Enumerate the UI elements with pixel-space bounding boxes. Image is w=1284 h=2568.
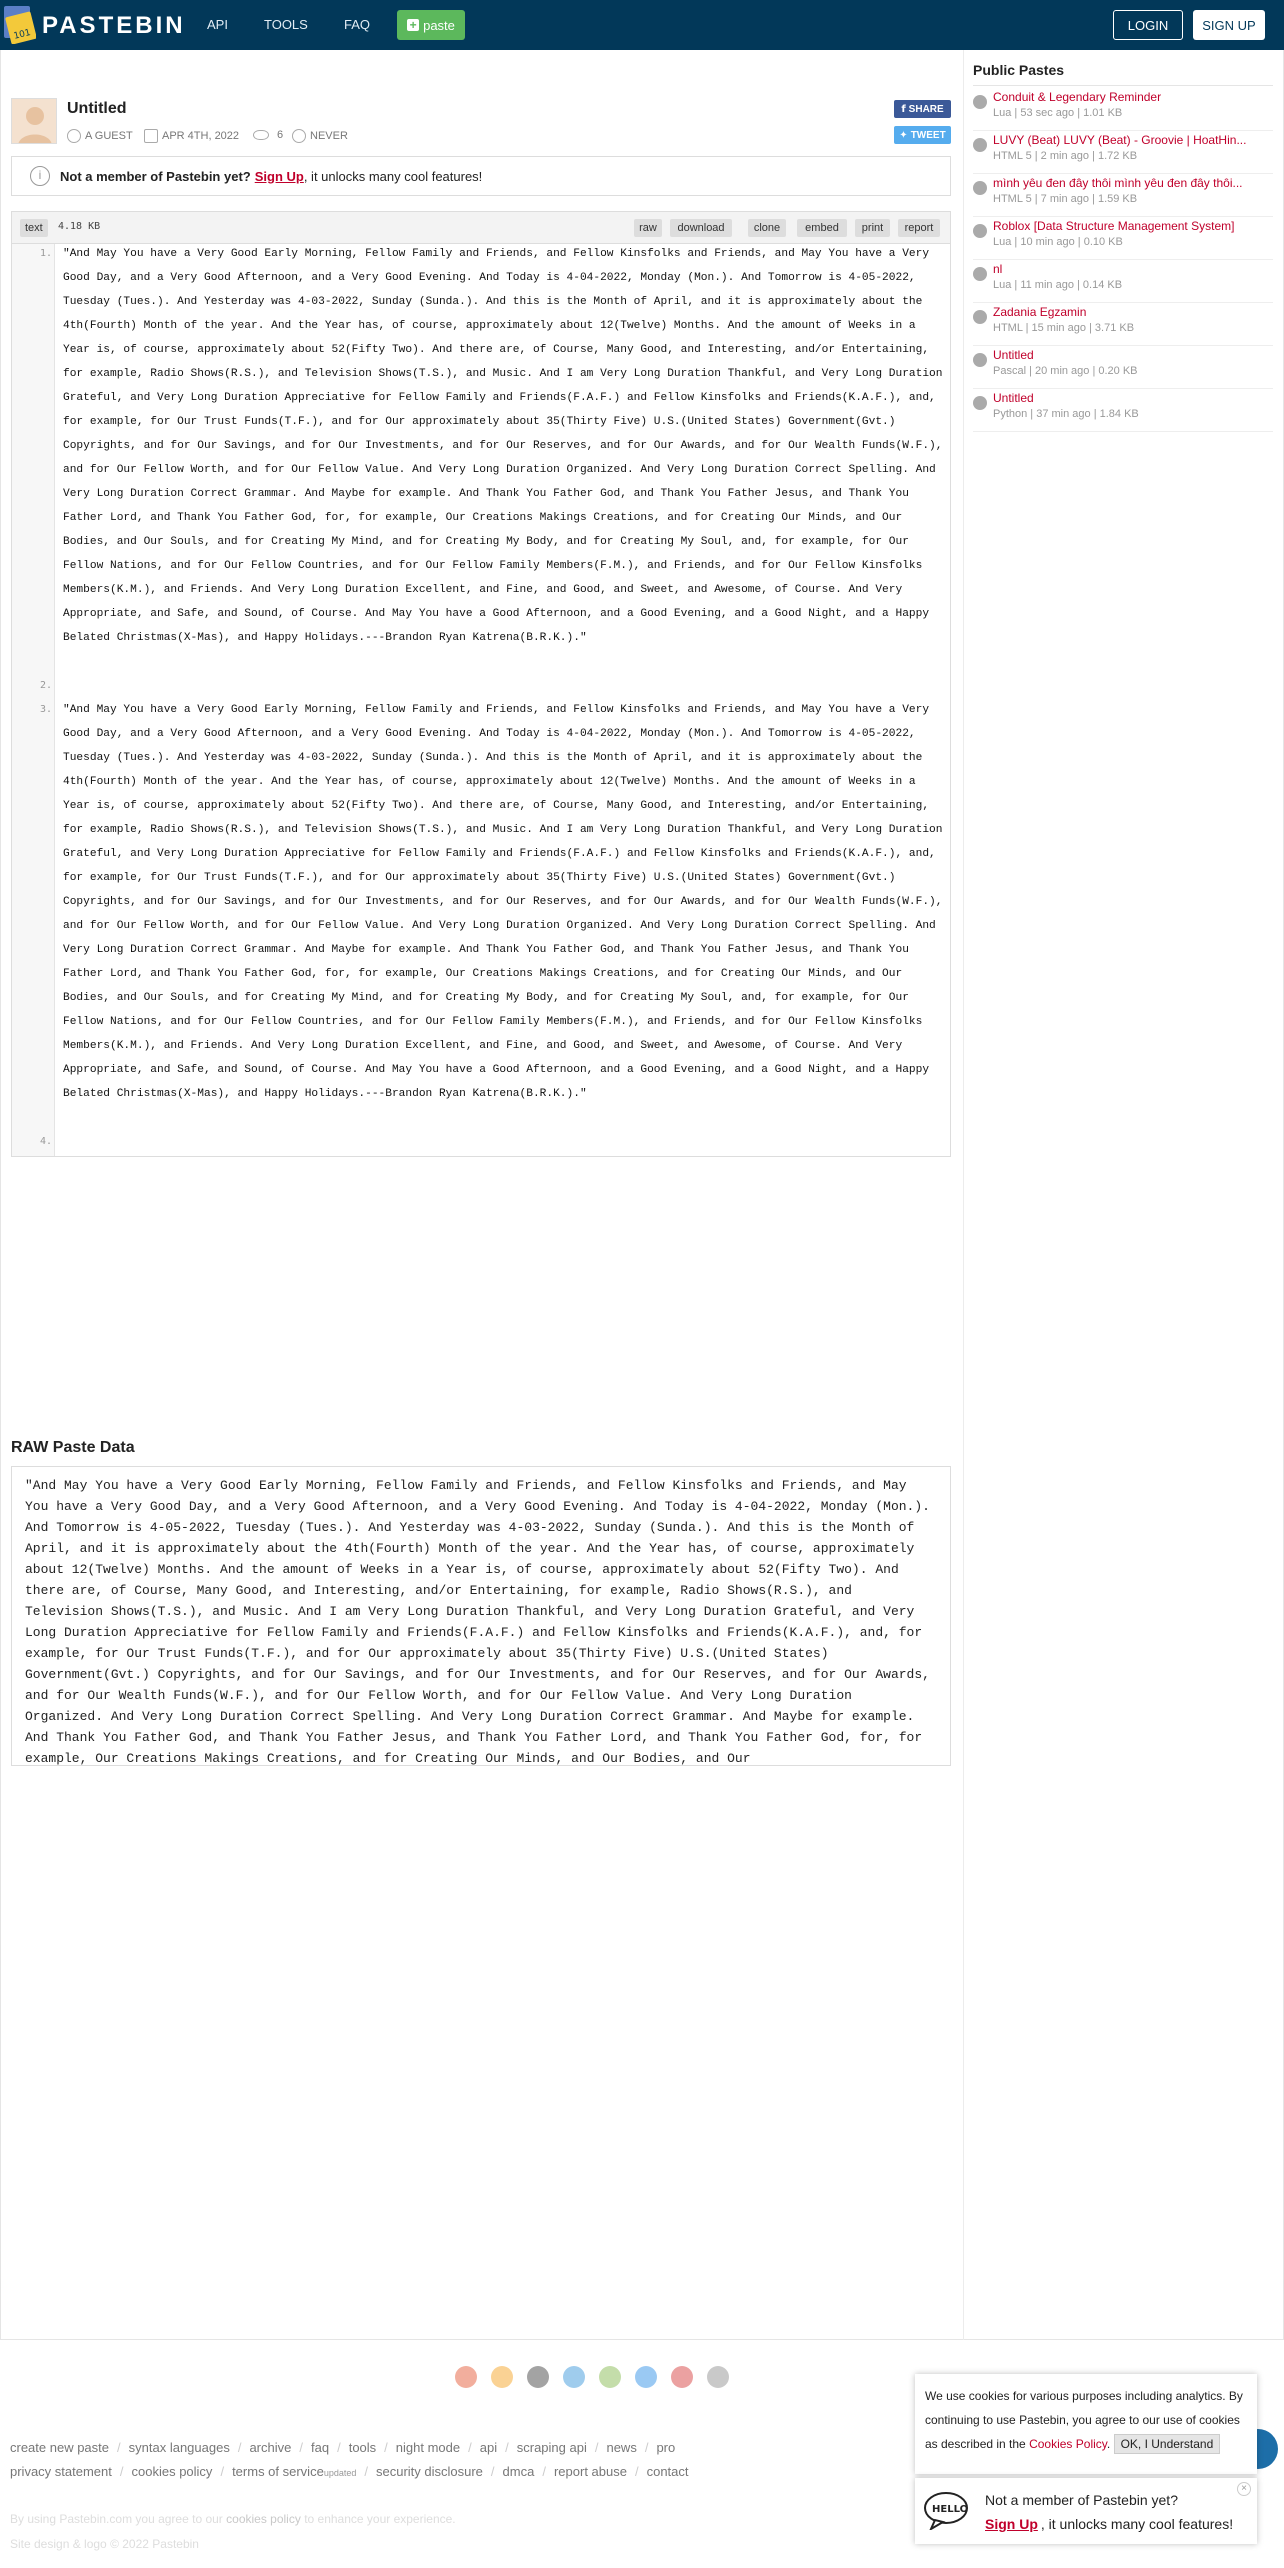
pastebin-logo-icon[interactable]: [2, 4, 36, 44]
expiry-label: NEVER: [310, 130, 348, 142]
nav-tools[interactable]: TOOLS: [264, 17, 308, 32]
twitter-icon: ✦: [899, 129, 908, 141]
paste-views: [253, 129, 283, 141]
public-paste-title[interactable]: Untitled: [993, 348, 1034, 362]
paste-author[interactable]: [67, 129, 133, 143]
firefox-icon[interactable]: [491, 2366, 513, 2388]
cookie-text: We use cookies for various purposes including analytics. By continuing to use Pastebin, you agree to our use of cookies as described in the: [925, 2389, 1243, 2451]
footer-link[interactable]: dmca: [502, 2464, 535, 2479]
footer-link[interactable]: scraping api: [516, 2440, 587, 2455]
paste-button-label: paste: [423, 17, 455, 33]
footer-link[interactable]: api: [479, 2440, 498, 2455]
public-paste-title[interactable]: Zadania Egzamin: [993, 305, 1087, 319]
svg-text:101: 101: [12, 27, 32, 42]
sidebar-rule: [973, 85, 1273, 86]
public-paste-title[interactable]: Untitled: [993, 391, 1034, 405]
share-label: SHARE: [908, 103, 944, 115]
plus-icon: +: [407, 19, 419, 31]
agree-post: to enhance your experience.: [304, 2512, 456, 2526]
public-pastes-title: Public Pastes: [973, 62, 1065, 78]
tweet-label: TWEET: [910, 129, 946, 141]
notice-signup-link[interactable]: Sign Up: [254, 168, 304, 184]
chrome-icon[interactable]: [455, 2366, 477, 2388]
svg-text:HELLO: HELLO: [932, 2504, 969, 2515]
globe-icon: [973, 224, 987, 238]
date-label: APR 4TH, 2022: [162, 130, 240, 142]
footer-link[interactable]: tools: [348, 2440, 377, 2455]
info-icon: i: [30, 166, 50, 186]
code-toolbar: [12, 212, 950, 244]
column-divider: [963, 50, 964, 2340]
paste-expiry: [292, 129, 348, 143]
public-paste-item[interactable]: [973, 389, 1273, 432]
views-count: 6: [277, 129, 284, 141]
globe-icon: [973, 181, 987, 195]
public-paste-item[interactable]: [973, 174, 1273, 217]
public-paste-meta: Python | 37 min ago | 1.84 KB: [993, 408, 1139, 420]
user-icon: [67, 129, 81, 143]
clock-icon: [292, 129, 306, 143]
public-paste-item[interactable]: [973, 88, 1273, 131]
code-line-1: "And May You have a Very Good Early Morning, Fellow Family and Friends, and Fellow Kinsfolks and Friends, and May You have a Very Good Day, and a Very Good Afternoon, and a Very Good Evening. And Today is 4-04-2022, Monday (Mon.). And Tomorrow is 4-05-2022, Tuesday (Tues.). And Yesterday was 4-03-2022, Sunday (Sunda.). And this is the Month of April, and it is approximately about the 4th(Fourth) Month of the year. And the Year has, of course, approximately about 12(Twelve) Months. And the amount of Weeks in a Year is, of course, approximately about 52(Fifty Two). And there are, of Course, Many Good, and Interesting, and/or Entertaining, for example, Radio Shows(R.S.), and Television Shows(T.S.), and Music. And I am Very Long Duration Thankful, and Very Long Duration Grateful, and Very Long Duration Appreciative for Fellow Family and Friends(F.A.F.) and Fellow Kinsfolks and Friends(K.A.F.), and, for example, for Our Trust Funds(T.F.), and for Our approximately about 35(Thirty Five) U.S.(United States) Government(Gvt.) Copyrights, and for Our Savings, and for Our Investments, and for Our Reserves, and for Our Awards, and for Our Wealth Funds(W.F.), and for Our Fellow Worth, and for Our Fellow Value. And Very Long Duration Organized. And Very Long Duration Correct Spelling. And Very Long Duration Correct Grammar. And Maybe for example. And Thank You Father God, and Thank You Father Jesus, and Thank You Father Lord, and Thank You Father God, for, for example, Our Creations Makings Creations, and for Creating Our Minds, and Our Bodies, and Our Souls, and for Creating My Mind, and for Creating My Body, and for Creating My Soul, and, for example, for Our Fellow Nations, and for Our Fellow Countries, and for Our Fellow Family Members(F.M.), and Friends, and for Our Fellow Kinsfolks Members(K.M.), and Friends. And Very Long Duration Excellent, and Fine, and Good, and Sweet, and Awesome, of Course. And Very Appropriate, and Safe, and Sound, of Course. And May You have a Good Afternoon, and a Good Evening, and a Good Night, and a Happy Belated Christmas(X-Mas), and Happy Holidays.---Brandon Ryan Katrena(B.R.K.).": [63, 248, 943, 644]
line-number: 2.: [39, 680, 52, 691]
download-button[interactable]: download: [670, 219, 732, 237]
android-icon[interactable]: [599, 2366, 621, 2388]
raw-paste-heading: RAW Paste Data: [11, 1439, 135, 1456]
calendar-icon: [144, 129, 158, 143]
public-paste-title[interactable]: Roblox [Data Structure Management System]: [993, 219, 1235, 233]
member-notice: [11, 156, 951, 196]
raw-button[interactable]: raw: [634, 219, 662, 237]
globe-icon: [973, 267, 987, 281]
footer-links-row1: create new paste / syntax languages / archive / faq / tools / night mode / api / scraping api / news / pro: [10, 2440, 676, 2455]
hello-signup-link[interactable]: Sign Up: [985, 2516, 1038, 2532]
brand-name[interactable]: PASTEBIN: [42, 12, 186, 39]
report-button[interactable]: report: [898, 219, 940, 237]
footer-link[interactable]: security disclosure: [375, 2464, 483, 2479]
signup-popup: [915, 2478, 1257, 2544]
footer-link[interactable]: create new paste: [10, 2440, 110, 2455]
public-paste-meta: HTML | 15 min ago | 3.71 KB: [993, 322, 1135, 334]
footer-link[interactable]: syntax languages: [128, 2440, 230, 2455]
public-paste-meta: HTML 5 | 7 min ago | 1.59 KB: [993, 193, 1138, 205]
footer-link[interactable]: report abuse: [553, 2464, 627, 2479]
public-paste-meta: Lua | 53 sec ago | 1.01 KB: [993, 107, 1123, 119]
public-paste-item[interactable]: [973, 303, 1273, 346]
windows-icon[interactable]: [563, 2366, 585, 2388]
footer-link[interactable]: contact: [646, 2464, 689, 2479]
public-paste-title[interactable]: nl: [993, 262, 1003, 276]
footer-agree: [10, 2512, 456, 2526]
embed-button[interactable]: embed: [797, 219, 847, 237]
public-paste-item[interactable]: [973, 217, 1273, 260]
language-tag[interactable]: text: [20, 219, 48, 237]
tor-icon[interactable]: [707, 2366, 729, 2388]
paste-size: 4.18 KB: [58, 221, 101, 232]
hello-line1: Not a member of Pastebin yet?: [985, 2492, 1178, 2508]
public-paste-meta: Lua | 10 min ago | 0.10 KB: [993, 236, 1123, 248]
public-paste-meta: Pascal | 20 min ago | 0.20 KB: [993, 365, 1138, 377]
avatar-user-icon: [12, 99, 57, 144]
footer-link[interactable]: terms of service: [232, 2464, 324, 2479]
public-paste-item[interactable]: [973, 346, 1273, 389]
public-paste-meta: Lua | 11 min ago | 0.14 KB: [993, 279, 1123, 291]
apple-icon[interactable]: [527, 2366, 549, 2388]
nav-faq[interactable]: FAQ: [344, 17, 371, 32]
opera-icon[interactable]: [671, 2366, 693, 2388]
globe-icon: [973, 396, 987, 410]
hello-line2: [985, 2516, 1233, 2532]
paste-date: [144, 129, 239, 143]
footer-link[interactable]: pro: [656, 2440, 676, 2455]
public-paste-title[interactable]: Conduit & Legendary Reminder: [993, 90, 1162, 104]
footer-links-row2: privacy statement / cookies policy / terms of service updated / security disclosure / dmca / report abuse / contact: [10, 2464, 689, 2479]
public-paste-title[interactable]: mình yêu đen đây thôi mình yêu đen đây thôi...: [993, 176, 1243, 190]
login-button[interactable]: LOGIN: [1113, 10, 1183, 40]
code-line-3: "And May You have a Very Good Early Morning, Fellow Family and Friends, and Fellow Kinsfolks and Friends, and May You have a Very Good Day, and a Very Good Afternoon, and a Very Good Evening. And Today is 4-04-2022, Monday (Mon.). And Tomorrow is 4-05-2022, Tuesday (Tues.). And Yesterday was 4-03-2022, Sunday (Sunda.). And this is the Month of April, and it is approximately about the 4th(Fourth) Month of the year. And the Year has, of course, approximately about 12(Twelve) Months. And the amount of Weeks in a Year is, of course, approximately about 52(Fifty Two). And there are, of Course, Many Good, and Interesting, and/or Entertaining, for example, Radio Shows(R.S.), and Television Shows(T.S.), and Music. And I am Very Long Duration Thankful, and Very Long Duration Grateful, and Very Long Duration Appreciative for Fellow Family and Friends(F.A.F.) and Fellow Kinsfolks and Friends(K.A.F.), and, for example, for Our Trust Funds(T.F.), and for Our approximately about 35(Thirty Five) U.S.(United States) Government(Gvt.) Copyrights, and for Our Savings, and for Our Investments, and for Our Reserves, and for Our Awards, and for Our Wealth Funds(W.F.), and for Our Fellow Worth, and for Our Fellow Value. And Very Long Duration Organized. And Very Long Duration Correct Spelling. And Very Long Duration Correct Grammar. And Maybe for example. And Thank You Father God, and Thank You Father Jesus, and Thank You Father Lord, and Thank You Father God, for, for example, Our Creations Makings Creations, and for Creating Our Minds, and Our Bodies, and Our Souls, and for Creating My Mind, and for Creating My Body, and for Creating My Soul, and, for example, for Our Fellow Nations, and for Our Fellow Countries, and for Our Fellow Family Members(F.M.), and Friends, and for Our Fellow Kinsfolks Members(K.M.), and Friends. And Very Long Duration Excellent, and Fine, and Good, and Sweet, and Awesome, of Course. And Very Appropriate, and Safe, and Sound, of Course. And May You have a Good Afternoon, and a Good Evening, and a Good Night, and a Happy Belated Christmas(X-Mas), and Happy Holidays.---Brandon Ryan Katrena(B.R.K.).": [63, 704, 943, 1100]
footer-cookies-link[interactable]: cookies policy: [226, 2512, 301, 2526]
cookie-ok-button[interactable]: OK, I Understand: [1114, 2434, 1221, 2454]
print-button[interactable]: print: [855, 219, 890, 237]
signup-button[interactable]: SIGN UP: [1193, 10, 1265, 40]
line-number: 4.: [39, 1136, 52, 1147]
hello-rest: , it unlocks many cool features!: [1040, 2516, 1234, 2532]
notice-bold: Not a member of Pastebin yet?: [60, 168, 251, 184]
hello-bubble-icon: [923, 2490, 969, 2530]
nav-api[interactable]: API: [207, 17, 228, 32]
notice-rest: , it unlocks many cool features!: [303, 168, 483, 184]
footer-link[interactable]: archive: [249, 2440, 292, 2455]
browser-icons: [455, 2366, 729, 2388]
line-number: 1.: [39, 248, 52, 259]
public-paste-meta: HTML 5 | 2 min ago | 1.72 KB: [993, 150, 1138, 162]
appstore-icon[interactable]: [635, 2366, 657, 2388]
paste-title: Untitled: [67, 100, 127, 117]
code-box: [11, 211, 951, 1157]
public-paste-title[interactable]: LUVY (Beat) LUVY (Beat) - Groovie | HoatHin...: [993, 133, 1247, 147]
top-header: [0, 0, 1284, 50]
footer-link[interactable]: news: [606, 2440, 637, 2455]
public-paste-item[interactable]: [973, 131, 1273, 174]
line-number: 3.: [39, 704, 52, 715]
new-paste-button[interactable]: [397, 10, 465, 40]
public-paste-item[interactable]: [973, 260, 1273, 303]
updated-badge: updated: [323, 2468, 357, 2478]
eye-icon: [253, 130, 269, 140]
footer-link[interactable]: privacy statement: [10, 2464, 112, 2479]
author-label: A GUEST: [85, 130, 133, 142]
footer-link[interactable]: cookies policy: [131, 2464, 213, 2479]
facebook-icon: f: [901, 103, 906, 115]
tweet-button[interactable]: [894, 126, 951, 144]
globe-icon: [973, 95, 987, 109]
globe-icon: [973, 138, 987, 152]
agree-pre: By using Pastebin.com you agree to our: [10, 2512, 223, 2526]
cookie-consent: We use cookies for various purposes including analytics. By continuing to use Pastebin, you agree to our use of cookies as described in the Cookies Policy. OK, I Understand: [915, 2374, 1257, 2474]
footer-link[interactable]: faq: [311, 2440, 330, 2455]
facebook-share-button[interactable]: [894, 100, 951, 118]
footer-link[interactable]: night mode: [395, 2440, 461, 2455]
globe-icon: [973, 353, 987, 367]
footer-copyright: Site design & logo © 2022 Pastebin: [10, 2537, 199, 2551]
raw-paste-textarea[interactable]: "And May You have a Very Good Early Morning, Fellow Family and Friends, and Fellow Kinsfolks and Friends, and May You have a Very Good Day, and a Very Good Afternoon, and a Very Good Evening. And Today is 4-04-2022, Monday (Mon.). And Tomorrow is 4-05-2022, Tuesday (Tues.). And Yesterday was 4-03-2022, Sunday (Sunda.). And this is the Month of April, and it is approximately about the 4th(Fourth) Month of the year. And the Year has, of course, approximately about 12(Twelve) Months. And the amount of Weeks in a Year is, of course, approximately about 52(Fifty Two). And there are, of Course, Many Good, and Interesting, and/or Entertaining, for example, Radio Shows(R.S.), and Television Shows(T.S.), and Music. And I am Very Long Duration Thankful, and Very Long Duration Grateful, and Very Long Duration Appreciative for Fellow Family and Friends(F.A.F.) and Fellow Kinsfolks and Friends(K.A.F.), and, for example, for Our Trust Funds(T.F.), and for Our approximately about 35(Thirty Five) U.S.(United States) Government(Gvt.) Copyrights, and for Our Savings, and for Our Investments, and for Our Reserves, and for Our Awards, and for Our Wealth Funds(W.F.), and for Our Fellow Worth, and for Our Fellow Value. And Very Long Duration Organized. And Very Long Duration Correct Spelling. And Very Long Duration Correct Grammar. And Maybe for example. And Thank You Father God, and Thank You Father Jesus, and Thank You Father Lord, and Thank You Father God, for, for example, Our Creations Makings Creations, and for Creating Our Minds, and Our Bodies, and Our: [11, 1466, 951, 1766]
clone-button[interactable]: clone: [748, 219, 786, 237]
globe-icon: [973, 310, 987, 324]
close-icon[interactable]: ×: [1237, 2482, 1251, 2496]
cookie-policy-link[interactable]: Cookies Policy: [1029, 2437, 1107, 2451]
guest-avatar[interactable]: [11, 98, 57, 144]
line-number-gutter: [12, 244, 55, 1156]
